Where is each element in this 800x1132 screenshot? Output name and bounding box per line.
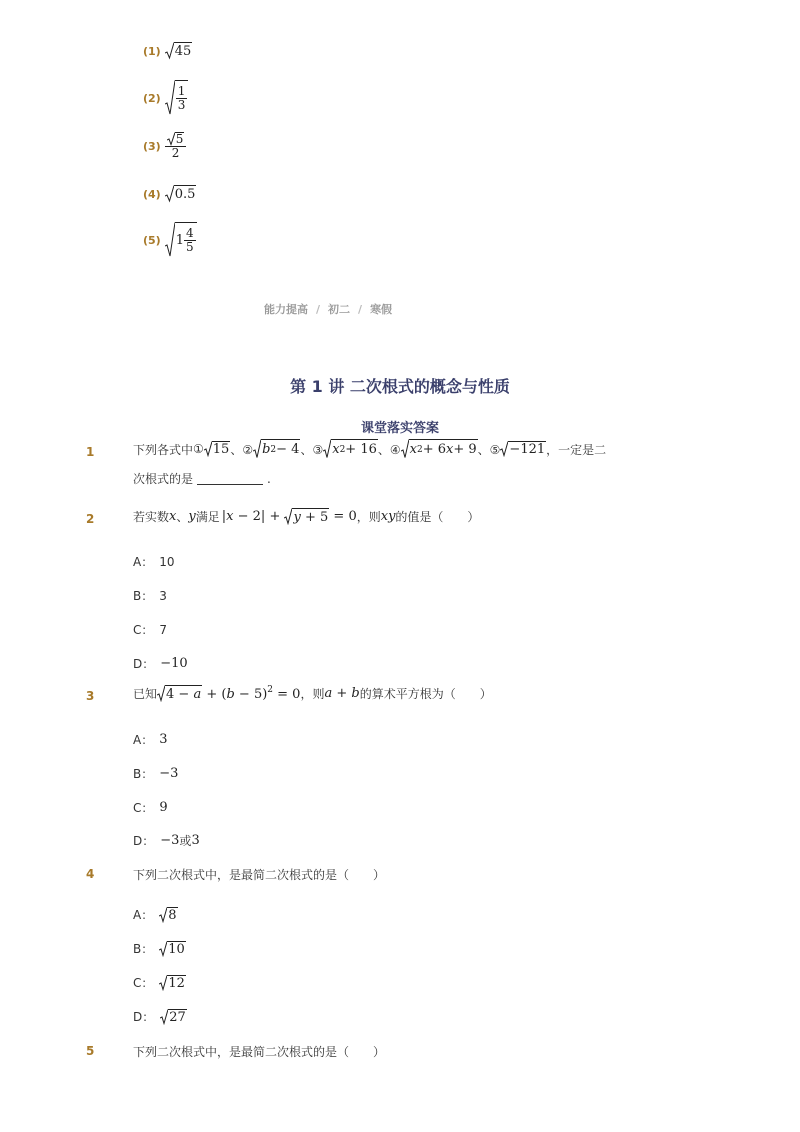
question-5-text: 下列二次根式中，是最简二次根式的是（ ） — [133, 1045, 386, 1059]
sqrt-expression: $\frac{1}{3}$ — [165, 80, 189, 116]
option-a[interactable]: A： 3 — [133, 732, 168, 747]
exercise-number: (1) — [143, 44, 161, 58]
question-1-line-2: 次根式的是 . — [133, 471, 271, 486]
radical-sign-icon — [500, 441, 508, 457]
option-b[interactable]: B： 10 — [133, 941, 185, 957]
exercise-number: (5) — [143, 233, 161, 247]
option-c[interactable]: C： 9 — [133, 800, 168, 815]
question-1-line-1: 下列各式中 ① 15 、② b 2 − 4 、③ x 2 + 16 、④ x 2 + 6 x + 9 、⑤ −121 ，一定是二 — [133, 439, 606, 459]
breadcrumb-item[interactable]: 能力提高 — [264, 303, 308, 316]
sqrt-expression: 45 — [165, 42, 193, 60]
radical-sign-icon — [165, 80, 175, 116]
option-c[interactable]: C： 7 — [133, 622, 168, 637]
option-a[interactable]: A： 8 — [133, 907, 177, 923]
radical-sign-icon — [157, 685, 165, 702]
option-d[interactable]: D： −3 或 3 — [133, 833, 200, 848]
radical-sign-icon — [165, 42, 174, 60]
option-d[interactable]: D： −10 — [133, 656, 188, 671]
question-number: 3 — [86, 689, 95, 703]
option-d[interactable]: D： 27 — [133, 1009, 186, 1025]
question-2-text: 若实数 x 、 y 满足 |x − 2| + y + 5 = 0 ，则 xy 的值是（ ） — [133, 509, 480, 525]
radical-sign-icon — [165, 222, 175, 258]
exercise-2 — [143, 80, 188, 116]
question-number: 5 — [86, 1044, 95, 1058]
question-number: 4 — [86, 867, 95, 881]
exercise-4 — [143, 185, 196, 203]
question-number: 2 — [86, 512, 95, 526]
radical-sign-icon — [159, 941, 167, 957]
radical-sign-icon — [167, 132, 175, 146]
section-title: 课堂落实答案 — [360, 421, 439, 436]
exercise-number: (2) — [143, 91, 161, 105]
fraction: $\frac{5}{2}$ — [165, 132, 187, 160]
option-a[interactable]: A： 10 — [133, 554, 175, 569]
option-b[interactable]: B： −3 — [133, 766, 179, 781]
question-3-text: 已知 4 − a + $(b - 5)^2 = 0$ ，则 a + b 的算术平方根为（ ） — [133, 685, 492, 702]
radical-sign-icon — [165, 185, 174, 203]
answer-blank[interactable] — [197, 472, 263, 485]
radical-sign-icon — [401, 439, 409, 459]
radical-sign-icon — [253, 439, 261, 459]
exercise-3 — [143, 132, 186, 160]
radical-sign-icon — [159, 907, 167, 923]
exercise-1 — [143, 42, 192, 60]
exercise-number: (3) — [143, 139, 161, 153]
breadcrumb-item[interactable]: 寒假 — [370, 303, 393, 316]
radical-sign-icon — [160, 1009, 168, 1025]
breadcrumb: 能力提高 / 初二 / 寒假 — [264, 303, 393, 316]
question-4-text: 下列二次根式中，是最简二次根式的是（ ） — [133, 868, 386, 882]
sqrt-expression: 1 $\frac{4}{5}$ — [165, 222, 197, 258]
radical-sign-icon — [284, 508, 292, 525]
radical-sign-icon — [323, 439, 331, 459]
option-c[interactable]: C： 12 — [133, 975, 185, 991]
exercise-number: (4) — [143, 187, 161, 201]
sqrt-expression: 0.5 — [165, 185, 197, 203]
radical-sign-icon — [204, 441, 212, 457]
option-b[interactable]: B： 3 — [133, 588, 167, 603]
lecture-title: 第 1 讲 二次根式的概念与性质 — [290, 377, 510, 396]
question-number: 1 — [86, 445, 95, 459]
radical-sign-icon — [159, 975, 167, 991]
exercise-5 — [143, 222, 197, 258]
breadcrumb-item[interactable]: 初二 — [328, 303, 351, 316]
